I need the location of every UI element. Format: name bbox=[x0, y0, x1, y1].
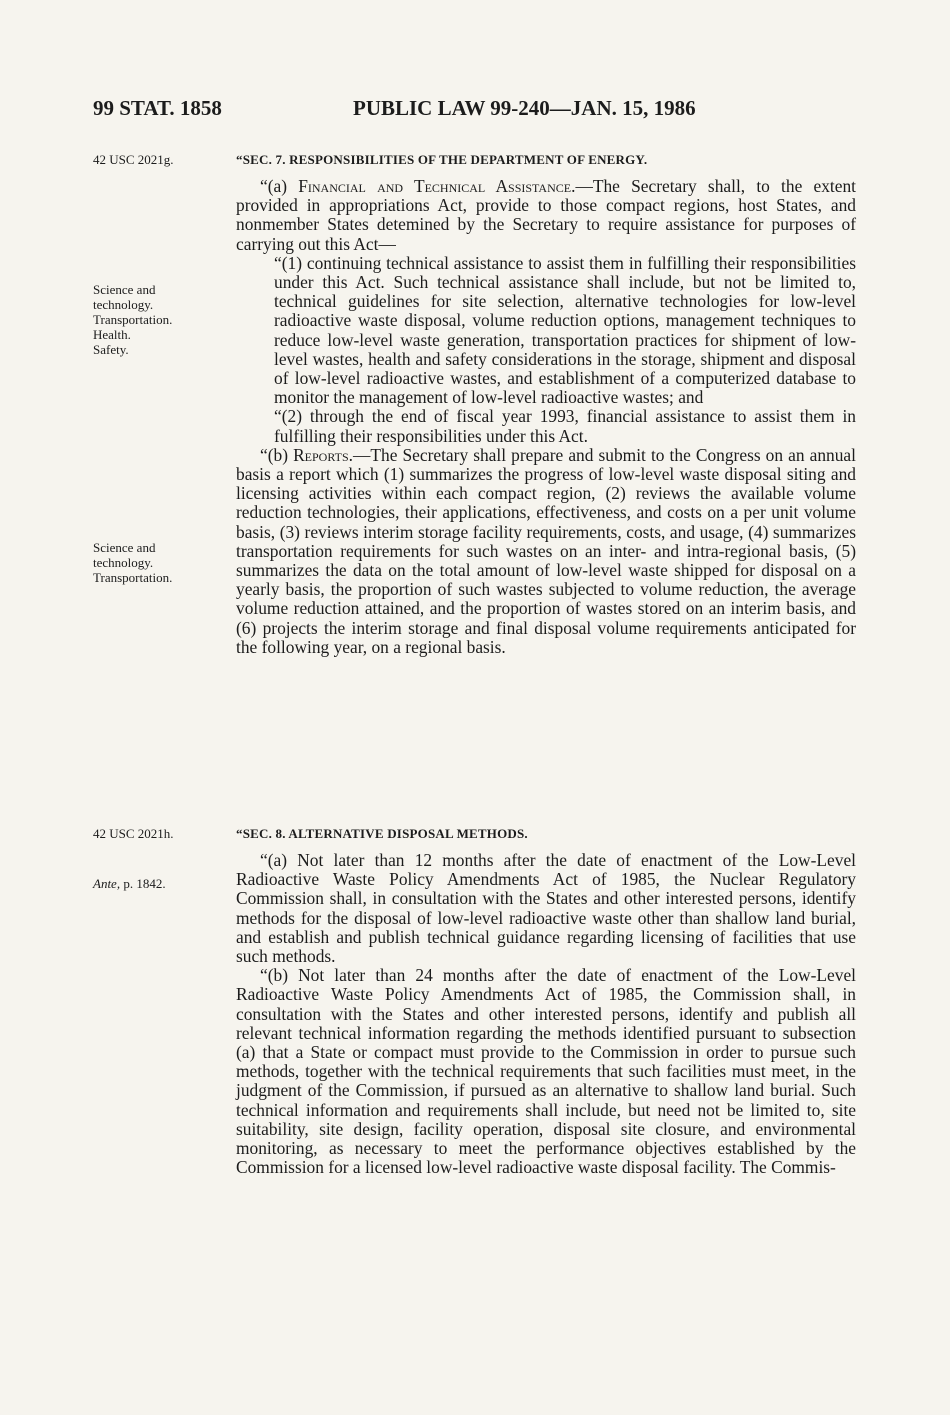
section-8-a: “(a) Not later than 12 months after the date of enactment of the Low-Level Radioactive Waste Policy Amendments Act of 1985, the Nuclear Regulatory Commission shall, in consultation with the States and other interested persons, identify methods for the disposal of low-level radioactive waste other than shallow land burial, and establish and publish technical guidance regarding licensing of facilities that use such methods. bbox=[236, 850, 856, 967]
margin-topic: Transportation. bbox=[93, 312, 173, 327]
subsection-b-prefix: “(b) bbox=[260, 444, 294, 465]
margin-topic: Safety. bbox=[93, 342, 129, 357]
margin-topic: Science and bbox=[93, 282, 156, 297]
margin-topic: Health. bbox=[93, 327, 131, 342]
section-7-heading: “SEC. 7. RESPONSIBILITIES OF THE DEPARTMENT OF ENERGY. bbox=[236, 152, 648, 167]
margin-topics-2 bbox=[93, 540, 223, 585]
margin-topic: Transportation. bbox=[93, 570, 173, 585]
margin-usc-2021h: 42 USC 2021h. bbox=[93, 826, 174, 841]
subsection-a-text: —The Secretary shall, to the extent provided in appropriations Act, provide to those compact regions, host States, and nonmember States detemined by the Secretary to require assistance for purposes of carrying out this Act— bbox=[236, 176, 856, 254]
subsection-a-prefix: “(a) bbox=[260, 176, 299, 196]
margin-ante-reference bbox=[93, 876, 223, 891]
section-8-heading: “SEC. 8. ALTERNATIVE DISPOSAL METHODS. bbox=[236, 826, 528, 841]
margin-topic: Science and bbox=[93, 540, 156, 555]
law-title: PUBLIC LAW 99-240—JAN. 15, 1986 bbox=[353, 96, 696, 120]
subsection-b-caption: Reports. bbox=[293, 444, 353, 465]
section-7-a-1: “(1) continuing technical assistance to assist them in fulfilling their responsibilities under this Act. Such technical assistance shall include, but not be limited to, technical guidelines for site selection, alternative technologies for low-level radioactive waste disposal, volume reduction options, management techniques to reduce low-level waste generation, transportation practices for shipment of low-level wastes, health and safety considerations in the storage, shipment and disposal of low-level radioactive wastes, and establishment of a computerized database to monitor the management of low-level radioactive wastes; and bbox=[274, 252, 856, 408]
margin-topic: technology. bbox=[93, 297, 154, 312]
section-7-body bbox=[236, 177, 856, 657]
section-8-b: “(b) Not later than 24 months after the date of enactment of the Low-Level Radioactive Waste Policy Amendments Act of 1985, the Commission shall, in consultation with the States and other interested persons, identify and publish all relevant technical information regarding the methods identified pursuant to subsection (a) that a State or compact must provide to the Commission in order to pursue such methods, together with the technical requirements that such facilities must meet, in the judgment of the Commission, if pursued as an alternative to shallow land burial. Such technical information and requirements shall include, but need not be limited to, site suitability, site design, facility operation, disposal site closure, and environmental monitoring, as necessary to meet the performance objectives established by the Commission for a licensed low-level radioactive waste disposal facility. The Commis- bbox=[236, 965, 856, 1178]
margin-usc-2021g: 42 USC 2021g. bbox=[93, 152, 174, 167]
subsection-a-caption: Financial and Technical Assistance. bbox=[298, 176, 576, 196]
section-7-a-2: “(2) through the end of fiscal year 1993, financial assistance to assist them in fulfilling their responsibilities under this Act. bbox=[274, 406, 856, 446]
margin-topics-1 bbox=[93, 282, 223, 357]
statute-page-number: 99 STAT. 1858 bbox=[93, 96, 222, 120]
section-7-a bbox=[236, 177, 856, 254]
section-8-body bbox=[236, 851, 856, 1177]
section-7-b bbox=[236, 446, 856, 657]
margin-topic: technology. bbox=[93, 555, 154, 570]
subsection-b-text: —The Secretary shall prepare and submit to the Congress on an annual basis a report which (1) summarizes the progress of low-level waste disposal siting and licensing activities within each compact region, (2) reviews the available volume reduction technologies, their applications, effectiveness, and costs on a per unit volume basis, (3) reviews interim storage facility requirements, costs, and usage, (4) summarizes transportation requirements for such wastes on an inter- and intra-regional basis, (5) summarizes the data on the total amount of low-level waste shipped for disposal on a yearly basis, the proportion of such wastes subjected to volume reduction, the average volume reduction attained, and the proportion of wastes stored on an interim basis, and (6) projects the interim storage and final disposal volume requirements anticipated for the following year, on a regional basis. bbox=[236, 444, 856, 657]
ante-italic: Ante, bbox=[93, 876, 121, 891]
ante-page: p. 1842. bbox=[120, 876, 166, 891]
